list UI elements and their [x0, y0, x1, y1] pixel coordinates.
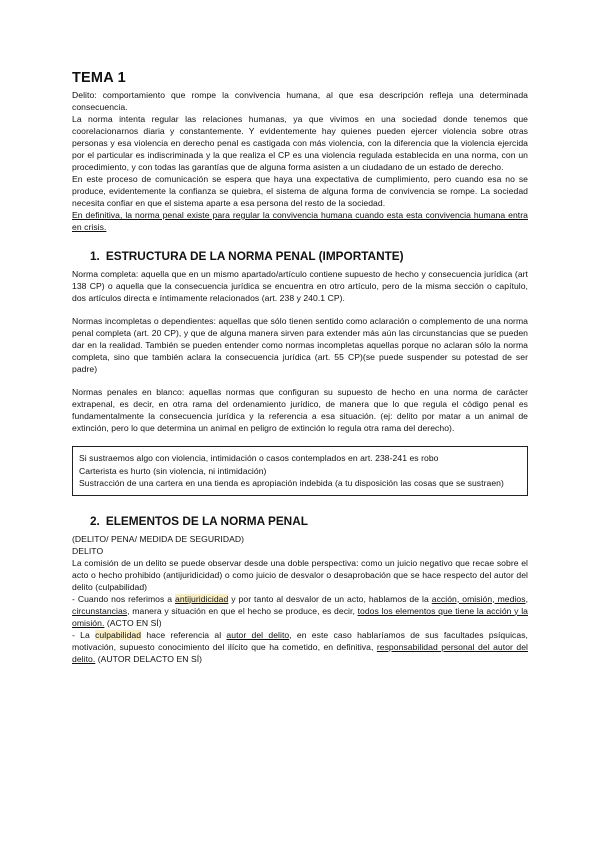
normas-incompletas-paragraph: Normas incompletas o dependientes: aquellas que sólo tienen sentido como aclaración o complemento de una norma penal completa (art. 20 CP), y que de alguna manera sirven para extender más aún las circunstancias que se pueden dar en la realidad. También se pueden entender como normas incompletas aquellas porque no aclaran sólo la norma completa, sino que también aclara la consecuencia jurídica (art. 55 CP)(se puede suspender su potestad de ser padre): [72, 316, 528, 374]
example-robo: Si sustraemos algo con violencia, intimidación o casos contemplados en art. 238-241 es robo: [79, 453, 439, 463]
intro-conclusion: En definitiva, la norma penal existe para regular la convivencia humana cuando esta esta convivencia humana entra en crisis.: [72, 210, 528, 232]
section-2-heading: [90, 514, 528, 528]
section-1-number: 1.: [90, 249, 100, 263]
intro-paragraph-3: En este proceso de comunicación se espera que haya una expectativa de cumplimiento, pero cuando esa no se produce, evidentemente la confianza se quiebra, el sistema de alguna forma de convivencia se rompe. La sociedad necesita confiar en que el sistema aparte a esa persona del resto de la sociedad.: [72, 174, 528, 208]
elementos-accion-underline: todos los elementos que tiene la acción y la omisión.: [72, 605, 528, 628]
autor-delito-underline: autor del delito: [226, 629, 290, 640]
section-2-number: 2.: [90, 513, 100, 528]
intro-paragraph-2: La norma intenta regular las relaciones humanas, ya que vivimos en una sociedad donde tenemos que coorelacionarnos diaria y constantemente. Y evidentemente hay quienes pueden ejercer violencia sobre otras personas y esa violencia en derecho penal es castigada con más violencia, con la diferencia que la violencia ejercida por el particular es indiscriminada y la que realiza el CP es una violencia regulada establecida en una norma, con un procedimiento, y con todas las garantías que de alguna forma asisten a un ciudadano de un estado de derecho.: [72, 114, 528, 172]
culpabilidad-highlight: culpabilidad: [95, 629, 142, 640]
example-apropiacion: Sustracción de una cartera en una tienda es apropiación indebida (a tu disposición las cosas que se sustraen): [79, 478, 504, 488]
antijuridicidad-paragraph: - Cuando nos referimos a antijuridicidad y por tanto al desvalor de un acto, hablamos de la acción, omisión, medios, circunstancias, manera y situación en que el hecho se produce, es decir, todos los elementos que tiene la acción y la omisión. (ACTO EN SÍ): [72, 593, 529, 628]
antijuridicidad-highlight: antijuridicidad: [175, 593, 229, 604]
delito-paragraph: La comisión de un delito se puede observar desde una doble perspectiva: como un juicio negativo que recae sobre el acto o hecho prohibido (antijuridicidad) o como juicio de desvalor o desaprobación que se hace respecto del autor del delito (culpabilidad): [72, 557, 528, 592]
responsabilidad-underline: responsabilidad personal del autor del delito.: [72, 641, 528, 664]
section-2-title: ELEMENTOS DE LA NORMA PENAL: [105, 513, 308, 528]
example-hurto: Carterista es hurto (sin violencia, ni intimidación): [79, 465, 267, 476]
document-title: TEMA 1: [72, 70, 126, 86]
norma-completa-paragraph: Norma completa: aquella que en un mismo apartado/artículo contiene supuesto de hecho y consecuencia jurídica (art 138 CP) o aquella que la consecuencia jurídica se encuentra en otro artículo, pero de la misma sección o capítulo, dos artículos directa e íntimamente relacionados (art. 238 y 240.1 CP).: [72, 269, 528, 303]
section-1-title: ESTRUCTURA DE LA NORMA PENAL (IMPORTANTE): [105, 249, 404, 263]
normas-en-blanco-paragraph: Normas penales en blanco: aquellas normas que configuran su supuesto de hecho en una norma de carácter extrapenal, es decir, en otra rama del ordenamiento jurídico, de manera que lo que regula el código penal es fundamentalmente la consecuencia jurídica y la referencia a esa situación. (ej: delito por matar a un animal de extinción, pero lo que determina un animal en peligro de extinción lo regula otra rama del derecho).: [72, 387, 528, 433]
section-1-heading: [90, 249, 528, 263]
section-2-subtitle: (DELITO/ PENA/ MEDIDA DE SEGURIDAD): [72, 533, 245, 544]
intro-definition: Delito: comportamiento que rompe la convivencia humana, al que esa descripción refleja una determinada consecuencia.: [72, 90, 528, 112]
document-page: [72, 70, 528, 665]
delito-label: DELITO: [72, 545, 104, 556]
accion-omision-underline: acción, omisión, medios, circunstancias: [72, 593, 529, 616]
examples-box: [72, 446, 528, 496]
culpabilidad-paragraph: - La culpabilidad hace referencia al autor del delito, en este caso hablaríamos de sus facultades psíquicas, motivación, supuesto conocimiento del ilícito que ha cometido, en definitiva, responsabilidad personal del autor del delito. (AUTOR DELACTO EN SÍ): [72, 629, 528, 664]
